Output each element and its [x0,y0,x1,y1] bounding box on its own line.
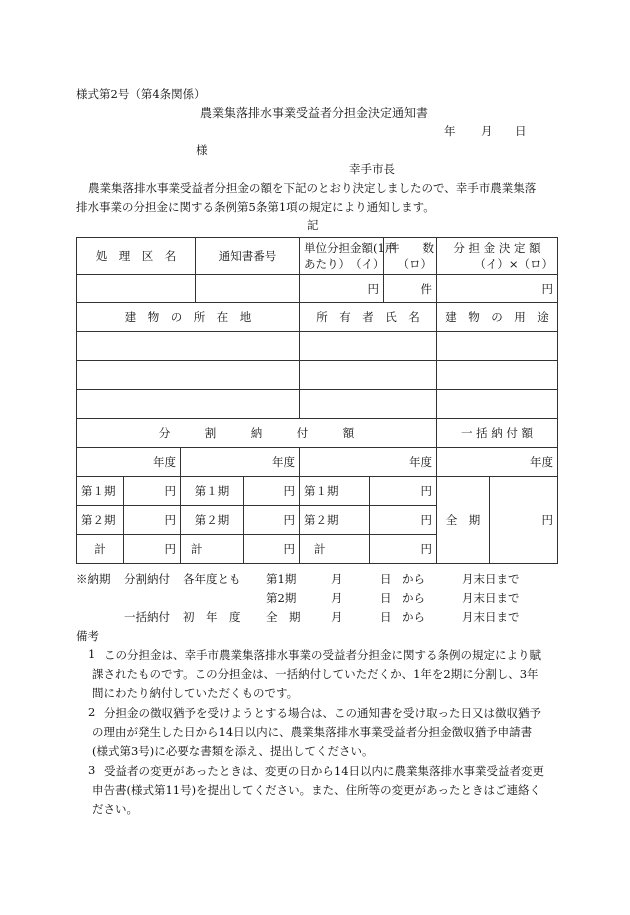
period2-label-y3: 第２期 [300,506,370,535]
fiscal-year-row [77,448,558,477]
header-row [77,238,558,275]
period1-amount-y2[interactable] [244,477,300,506]
note1-line3: 間にわたり納付していただくものです。 [92,686,299,700]
owner-name-cell[interactable] [300,390,437,419]
day-label: 日 [380,610,392,624]
note3-line1: 受益者の変更があったときは、変更の日から14日以内に農業集落排水事業受益者変更 [104,764,545,778]
lump-label: 一括納付 [124,610,170,624]
building-location-cell[interactable] [77,361,300,390]
count-ken: 件 [420,281,432,296]
col-decided-mark: （イ）×（ロ） [474,257,553,271]
body-line-2: 排水事業の分担金に関する条例第5条第1項の規定により通知します。 [76,200,435,214]
owner-name-header: 所 有 者 氏 名 [300,303,437,332]
note3-number: 3 [88,763,96,777]
split-label: 分割納付 [124,572,170,586]
building-location-cell[interactable] [77,390,300,419]
issuer-name: 幸手市長 [349,162,395,176]
form-number: 様式第2号（第4条関係） [76,87,206,101]
form-table [76,237,558,564]
date-day-label: 日 [515,124,527,138]
period1-label-y3: 第１期 [300,477,370,506]
period1-row [77,477,558,506]
col-count-mark: （ロ） [397,257,432,271]
period2-amount-y3[interactable] [370,506,437,535]
lump-sum-amount[interactable] [490,477,558,564]
yen-unit: 円 [283,513,295,527]
yen-unit: 円 [541,513,553,527]
note2-line2: の理由が発生した日から14日以内に、農業集落排水事業受益者分担金徴収猶予申請書 [92,725,533,739]
building-use-cell[interactable] [437,390,558,419]
period2-amount-y1[interactable] [124,506,181,535]
decided-amount-value[interactable] [437,275,558,303]
period1-label-y1: 第１期 [77,477,124,506]
period1-amount-y3[interactable] [370,477,437,506]
unit-amount-yen: 円 [367,281,379,296]
payment-label: ※納期 [76,572,111,586]
fiscal-year-2[interactable]: 年度 [181,448,300,477]
day-label: 日 [380,591,392,605]
period1-amount-y1[interactable] [124,477,181,506]
total-amount-y1[interactable] [124,535,181,564]
note2-line3: (様式第3号)に必要な書類を添え、提出してください。 [92,744,374,758]
each-year-label: 各年度とも [183,572,241,586]
building-location-cell[interactable] [77,332,300,361]
col-unit-amount-line1: 単位分担金額(1戸 [304,241,397,255]
installment-header: 分 割 納 付 額 [77,419,437,448]
note1-line2: 課されたものです。この分担金は、一括納付していただくか、1年を2期に分割し、3年 [92,667,539,681]
building-row [77,390,558,419]
fiscal-year-3[interactable]: 年度 [300,448,437,477]
yen-unit: 円 [164,484,176,498]
ki-marker: 記 [307,218,319,232]
col-count-label: 件 数 [388,241,434,255]
month-label: 月 [331,572,343,586]
decided-amount-yen: 円 [541,281,553,296]
total-amount-y3[interactable] [370,535,437,564]
period2-label-y2: 第２期 [181,506,244,535]
month-label: 月 [331,610,343,624]
all-period-label: 全 期 [437,477,490,564]
day-label: 日 [380,572,392,586]
period2-label-y1: 第２期 [77,506,124,535]
total-amount-y2[interactable] [244,535,300,564]
yen-unit: 円 [283,542,295,556]
month-label: 月 [331,591,343,605]
area-name-value[interactable] [77,275,196,303]
notice-number-value[interactable] [196,275,300,303]
period1-label: 第1期 [266,572,297,586]
col-unit-amount [300,238,397,275]
building-use-cell[interactable] [437,332,558,361]
building-row [77,332,558,361]
from-label: から [402,610,425,624]
yen-unit: 円 [164,513,176,527]
total-label-y2: 計 [181,535,244,564]
all-period-label: 全 期 [266,610,301,624]
col-unit-amount-mark: （イ） [350,257,385,271]
note1-number: 1 [88,647,96,661]
fiscal-year-1[interactable]: 年度 [77,448,181,477]
document-title: 農業集落排水事業受益者分担金決定通知書 [200,106,429,120]
col-decided-label: 分 担 金 決 定 額 [453,241,541,255]
col-notice-number: 通知書番号 [196,238,300,275]
col-decided-amount [437,238,558,275]
col-count [384,238,437,275]
body-line-1: 農業集落排水事業受益者分担金の額を下記のとおり決定しましたので、幸手市農業集落 [88,181,537,195]
total-label-y3: 計 [300,535,370,564]
yen-unit: 円 [164,542,176,556]
note3-line3: ださい。 [92,802,138,816]
building-use-header: 建 物 の 用 途 [437,303,558,332]
month-end-label: 月末日まで [462,572,520,586]
building-header-row [77,303,558,332]
owner-name-cell[interactable] [300,361,437,390]
period1-label-y2: 第１期 [181,477,244,506]
yen-unit: 円 [420,542,432,556]
addressee-suffix: 様 [196,143,208,157]
building-location-header: 建 物 の 所 在 地 [77,303,300,332]
col-area-name: 処 理 区 名 [77,238,196,275]
yen-unit: 円 [420,513,432,527]
col-unit-amount-line2: あたり） [304,257,350,271]
fiscal-year-lump[interactable]: 年度 [437,448,558,477]
lump-sum-header: 一 括 納 付 額 [437,419,558,448]
date-month-label: 月 [481,124,493,138]
month-end-label: 月末日まで [462,591,520,605]
yen-unit: 円 [420,484,432,498]
value-row [77,275,558,303]
date-year-label: 年 [444,124,456,138]
note2-number: 2 [88,705,96,719]
building-row [77,361,558,390]
count-value[interactable] [384,275,437,303]
note2-line1: 分担金の徴収猶予を受けようとする場合は、この通知書を受け取った日又は徴収猶予 [104,706,541,720]
from-label: から [402,572,425,586]
unit-amount-value[interactable] [300,275,384,303]
notes-title: 備考 [76,629,99,643]
total-label-y1: 計 [77,535,124,564]
building-use-cell[interactable] [437,361,558,390]
period2-amount-y2[interactable] [244,506,300,535]
installment-header-row [77,419,558,448]
note1-line1: この分担金は、幸手市農業集落排水事業の受益者分担金に関する条例の規定により賦 [104,648,541,662]
from-label: から [402,591,425,605]
note3-line2: 申告書(様式第11号)を提出してください。また、住所等の変更があったときはご連絡く [92,783,541,797]
yen-unit: 円 [283,484,295,498]
period2-label: 第2期 [266,591,297,605]
owner-name-cell[interactable] [300,332,437,361]
month-end-label: 月末日まで [462,610,520,624]
first-year-label: 初 年 度 [183,610,241,624]
